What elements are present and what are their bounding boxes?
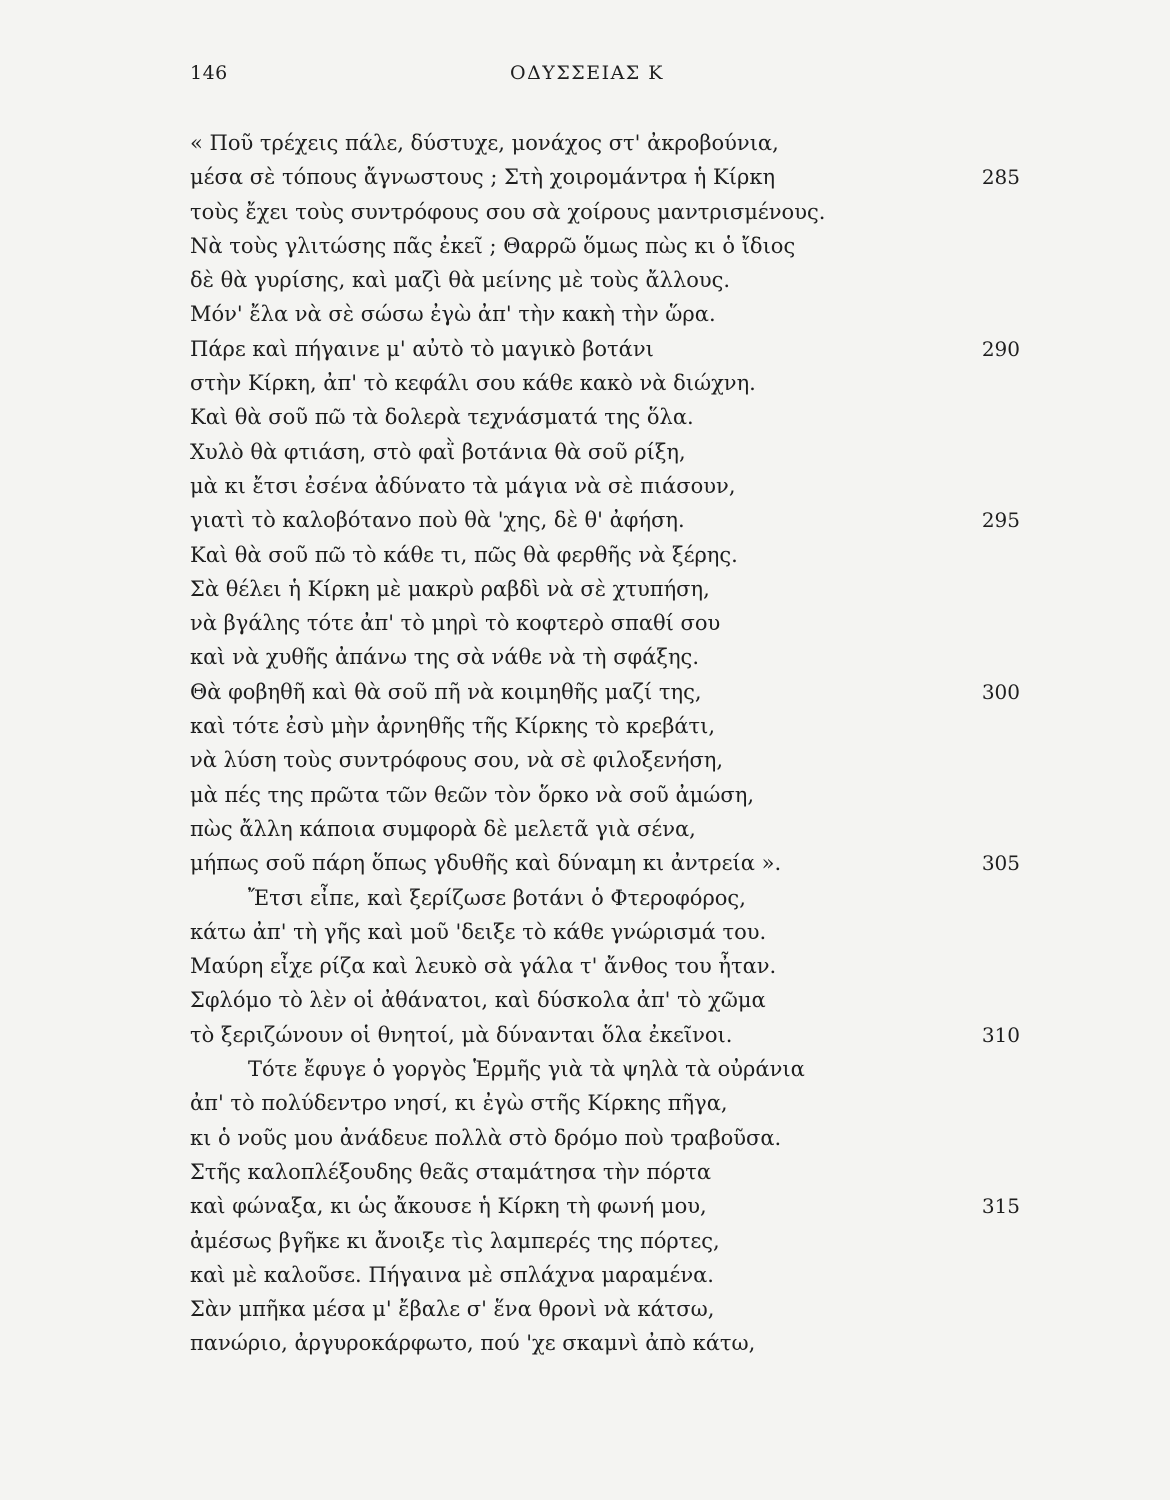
verse-line — [190, 1086, 1030, 1120]
verse-text: Θὰ φοβηθῆ καὶ θὰ σοῦ πῆ νὰ κοιμηθῆς μαζί της, — [190, 679, 702, 704]
line-number: 285 — [981, 165, 1020, 190]
verse-text: καὶ φώναξα, κι ὡς ἄκουσε ἡ Κίρκη τὴ φωνή μου, — [190, 1194, 707, 1219]
verse-line — [190, 778, 1030, 812]
verse-text: « Ποῦ τρέχεις πάλε, δύστυχε, μονάχος στ' ἀκροβούνια, — [190, 131, 779, 155]
verse-text: κι ὁ νοῦς μου ἀνάδευε πολλὰ στὸ δρόμο ποὺ τραβοῦσα. — [190, 1125, 782, 1150]
verse-line — [190, 743, 1030, 777]
verse-line — [190, 709, 1030, 743]
verse-text: κάτω ἀπ' τὴ γῆς καὶ μοῦ 'δειξε τὸ κάθε γνώρισμά του. — [190, 919, 767, 944]
verse-line — [190, 195, 1030, 229]
verse-line — [190, 983, 1030, 1017]
verse-line — [190, 126, 1030, 160]
verse-text: Ἔτσι εἶπε, καὶ ξερίζωσε βοτάνι ὁ Φτεροφόρος, — [248, 885, 746, 910]
line-number: 290 — [981, 336, 1020, 361]
verse-text: Μαύρη εἶχε ρίζα καὶ λευκὸ σὰ γάλα τ' ἄνθος του ἦταν. — [190, 954, 777, 979]
verse-text: Σὰν μπῆκα μέσα μ' ἔβαλε σ' ἕνα θρονὶ νὰ κάτσω, — [190, 1297, 715, 1322]
verse-line — [190, 1155, 1030, 1189]
line-number: 310 — [981, 1022, 1020, 1047]
verse-line — [190, 366, 1030, 400]
verse-line — [190, 572, 1030, 606]
verse-text: μέσα σὲ τόπους ἄγνωστους ; Στὴ χοιρομάντρα ἡ Κίρκη — [190, 165, 776, 190]
verse-text: τὸ ξεριζώνουν οἱ θνητοί, μὰ δύνανται ὅλα ἐκεῖνοι. — [190, 1022, 733, 1047]
verse-text: πανώριο, ἀργυροκάρφωτο, πού 'χε σκαμνὶ ἀπὸ κάτω, — [190, 1331, 756, 1356]
verse-line — [190, 606, 1030, 640]
verse-text: Στῆς καλοπλέξουδης θεᾶς σταμάτησα τὴν πόρτα — [190, 1159, 712, 1184]
verse-text: Καὶ θὰ σοῦ πῶ τὸ κάθε τι, πῶς θὰ φερθῆς νὰ ξέρης. — [190, 542, 738, 567]
verse-text: καὶ τότε ἐσὺ μὴν ἀρνηθῆς τῆς Κίρκης τὸ κρεβάτι, — [190, 714, 716, 739]
verse-text: δὲ θὰ γυρίσης, καὶ μαζὶ θὰ μείνης μὲ τοὺς ἄλλους. — [190, 268, 731, 293]
verse-line — [190, 400, 1030, 434]
verse-line — [190, 1258, 1030, 1292]
book-title: ΟΔΥΣΣΕΙΑΣ Κ — [510, 62, 664, 84]
running-head — [0, 62, 1170, 92]
verse-line — [190, 538, 1030, 572]
verse-text: ἀμέσως βγῆκε κι ἄνοιξε τὶς λαμπερές της πόρτες, — [190, 1228, 720, 1253]
verse-line — [190, 263, 1030, 297]
verse-text: μὰ κι ἔτσι ἐσένα ἀδύνατο τὰ μάγια νὰ σὲ πιάσουν, — [190, 473, 736, 498]
verse-block — [190, 126, 1030, 1361]
verse-line — [190, 1121, 1030, 1155]
verse-line — [190, 881, 1030, 915]
line-number: 305 — [981, 851, 1020, 876]
verse-text: Σὰ θέλει ἡ Κίρκη μὲ μακρὺ ραβδὶ νὰ σὲ χτυπήση, — [190, 576, 710, 601]
verse-line — [190, 1018, 1030, 1052]
line-number: 295 — [981, 508, 1020, 533]
verse-text: Νὰ τοὺς γλιτώσης πᾶς ἐκεῖ ; Θαρρῶ ὅμως πὼς κι ὁ ἴδιος — [190, 233, 796, 258]
verse-line — [190, 160, 1030, 194]
verse-line — [190, 949, 1030, 983]
verse-text: νὰ λύση τοὺς συντρόφους σου, νὰ σὲ φιλοξενήση, — [190, 748, 724, 773]
verse-text: Μόν' ἔλα νὰ σὲ σώσω ἐγὼ ἀπ' τὴν κακὴ τὴν ὥρα. — [190, 302, 716, 327]
line-number: 300 — [981, 679, 1020, 704]
verse-line — [190, 435, 1030, 469]
verse-line — [190, 229, 1030, 263]
verse-line — [190, 332, 1030, 366]
verse-text: μήπως σοῦ πάρη ὅπως γδυθῆς καὶ δύναμη κι ἀντρεία ». — [190, 851, 782, 876]
line-number: 315 — [981, 1194, 1020, 1219]
verse-text: καὶ μὲ καλοῦσε. Πήγαινα μὲ σπλάχνα μαραμένα. — [190, 1262, 714, 1287]
verse-line — [190, 675, 1030, 709]
verse-line — [190, 915, 1030, 949]
verse-text: τοὺς ἔχει τοὺς συντρόφους σου σὰ χοίρους μαντρισμένους. — [190, 199, 826, 224]
verse-text: στὴν Κίρκη, ἀπ' τὸ κεφάλι σου κάθε κακὸ νὰ διώχνη. — [190, 371, 756, 396]
verse-line — [190, 812, 1030, 846]
verse-line — [190, 640, 1030, 674]
verse-line — [190, 1189, 1030, 1223]
verse-line — [190, 469, 1030, 503]
verse-text: Χυλὸ θὰ φτιάση, στὸ φαῒ βοτάνια θὰ σοῦ ρίξη, — [190, 439, 686, 464]
verse-text: μὰ πές της πρῶτα τῶν θεῶν τὸν ὅρκο νὰ σοῦ ἀμώση, — [190, 782, 754, 807]
verse-text: Σφλόμο τὸ λὲν οἱ ἀθάνατοι, καὶ δύσκολα ἀπ' τὸ χῶμα — [190, 988, 766, 1013]
page-number: 146 — [190, 62, 228, 84]
verse-text: καὶ νὰ χυθῆς ἀπάνω της σὰ νάθε νὰ τὴ σφάξης. — [190, 645, 699, 670]
verse-line — [190, 846, 1030, 880]
verse-line — [190, 297, 1030, 331]
verse-text: πὼς ἄλλη κάποια συμφορὰ δὲ μελετᾶ γιὰ σένα, — [190, 816, 696, 841]
verse-line — [190, 1224, 1030, 1258]
verse-text: Καὶ θὰ σοῦ πῶ τὰ δολερὰ τεχνάσματά της ὅλα. — [190, 405, 694, 430]
verse-line — [190, 503, 1030, 537]
verse-line — [190, 1292, 1030, 1326]
verse-text: νὰ βγάλης τότε ἀπ' τὸ μηρὶ τὸ κοφτερὸ σπαθί σου — [190, 611, 721, 636]
verse-text: Πάρε καὶ πήγαινε μ' αὐτὸ τὸ μαγικὸ βοτάνι — [190, 336, 654, 361]
verse-text: ἀπ' τὸ πολύδεντρο νησί, κι ἐγὼ στῆς Κίρκης πῆγα, — [190, 1091, 728, 1116]
verse-text: γιατὶ τὸ καλοβότανο ποὺ θὰ 'χης, δὲ θ' ἀφήση. — [190, 508, 685, 533]
verse-line — [190, 1052, 1030, 1086]
verse-text: Τότε ἔφυγε ὁ γοργὸς Ἑρμῆς γιὰ τὰ ψηλὰ τὰ οὐράνια — [248, 1057, 805, 1082]
verse-line — [190, 1326, 1030, 1360]
